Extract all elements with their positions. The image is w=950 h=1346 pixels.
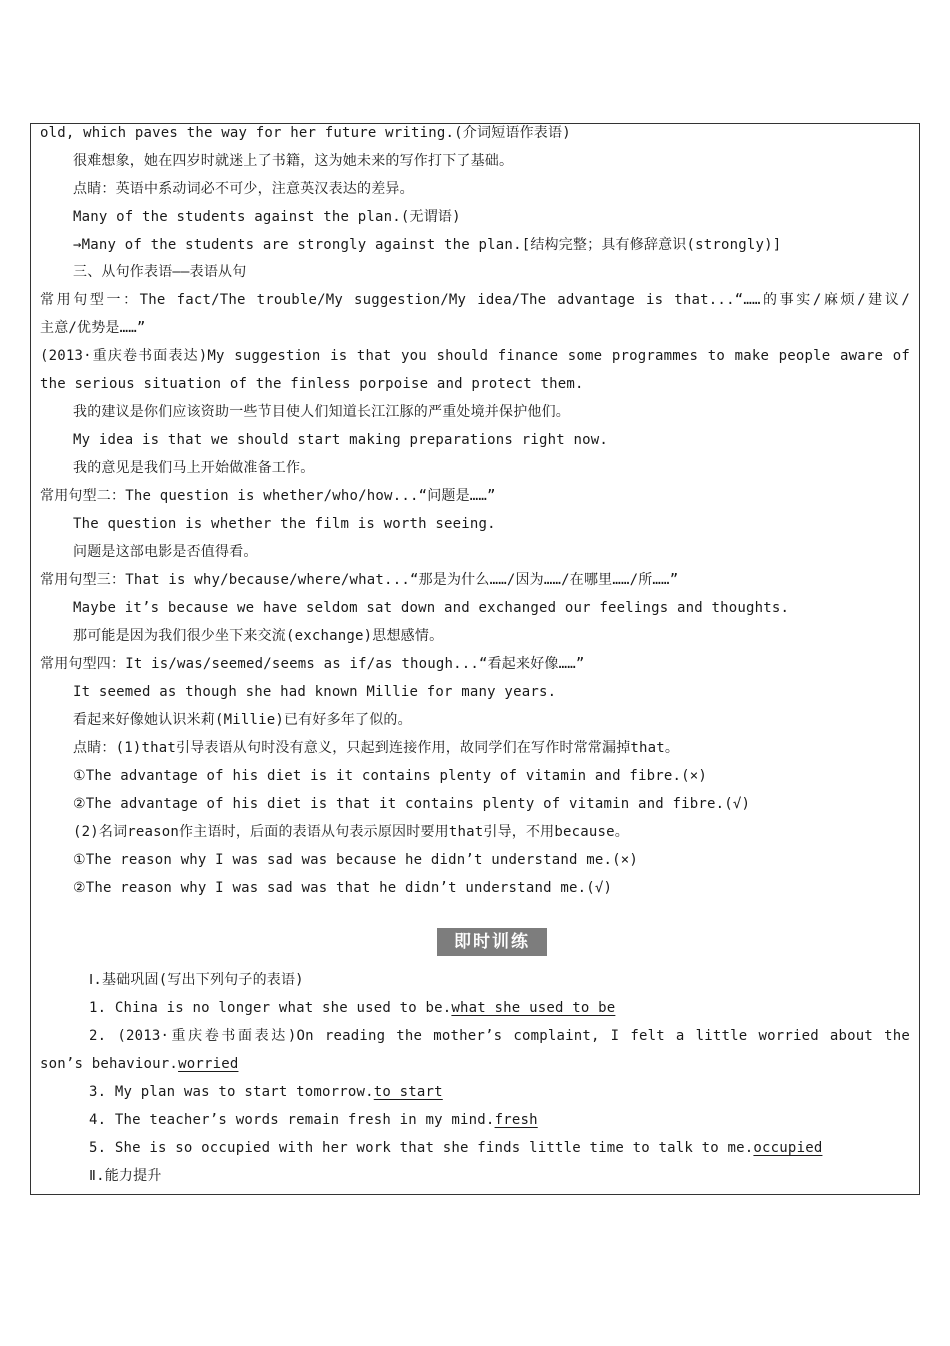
text-line: old, which paves the way for her future writing.(介词短语作表语): [40, 125, 571, 141]
exercise-answer: worried: [178, 1056, 239, 1072]
text-line: 常用句型一：The fact/The trouble/My suggestion/My idea/The advantage is that...“……的事实/麻烦/建议/: [40, 292, 910, 308]
exercise-item: 2. (2013·重庆卷书面表达)On reading the mother’s complaint, I felt a little worried about the: [89, 1028, 910, 1044]
exercise-item: [89, 994, 910, 1022]
text-line: ①The advantage of his diet is it contains plenty of vitamin and fibre.(×): [73, 768, 708, 784]
exercise-item: [89, 1078, 910, 1106]
text-line: The question is whether the film is worth seeing.: [73, 516, 496, 532]
text-line: ②The advantage of his diet is that it contains plenty of vitamin and fibre.(√): [73, 796, 751, 812]
text-line: 主意/优势是……”: [40, 320, 146, 336]
text-line: 我的建议是你们应该资助一些节目使人们知道长江江豚的严重处境并保护他们。: [73, 404, 570, 420]
text-line: ②The reason why I was sad was that he didn’t understand me.(√): [73, 880, 613, 896]
text-line: 那可能是因为我们很少坐下来交流(exchange)思想感情。: [73, 628, 444, 644]
text-line: ①The reason why I was sad was because he didn’t understand me.(×): [73, 852, 638, 868]
exercise-banner: 即时训练: [437, 928, 547, 956]
text-line: Maybe it’s because we have seldom sat down and exchanged our feelings and thoughts.: [73, 600, 790, 616]
exercise-question: 5. She is so occupied with her work that she finds little time to talk to me.: [89, 1140, 754, 1156]
exercise-section-title: Ⅱ.能力提升: [89, 1168, 162, 1184]
text-line: 看起来好像她认识米莉(Millie)已有好多年了似的。: [73, 712, 412, 728]
exercise-question: son’s behaviour.: [40, 1056, 179, 1072]
exercise-question: 4. The teacher’s words remain fresh in my mind.: [89, 1112, 495, 1128]
text-line: It seemed as though she had known Millie for many years.: [73, 684, 557, 700]
text-line: 点睛：英语中系动词必不可少，注意英汉表达的差异。: [73, 181, 414, 197]
exercise-answer: occupied: [753, 1140, 823, 1156]
exercise-section-title: Ⅰ.基础巩固(写出下列句子的表语): [89, 972, 304, 988]
text-line: 很难想象，她在四岁时就迷上了书籍，这为她未来的写作打下了基础。: [73, 153, 514, 169]
exercise-answer: fresh: [494, 1112, 538, 1128]
text-line: (2013·重庆卷书面表达)My suggestion is that you should finance some programmes to make people aware of: [40, 348, 910, 364]
exercise-item: [89, 1106, 910, 1134]
text-line: 常用句型二：The question is whether/who/how...“问题是……”: [40, 488, 496, 504]
exercise-answer: to start: [373, 1084, 443, 1100]
text-line: (2)名词reason作主语时，后面的表语从句表示原因时要用that引导，不用because。: [73, 824, 629, 840]
text-line: 常用句型三：That is why/because/where/what...“那是为什么……/因为……/在哪里……/所……”: [40, 572, 679, 588]
text-line: →Many of the students are strongly against the plan.[结构完整；具有修辞意识(strongly)]: [73, 237, 782, 253]
exercise-question: 3. My plan was to start tomorrow.: [89, 1084, 374, 1100]
text-line: the serious situation of the finless porpoise and protect them.: [40, 376, 584, 392]
exercise-answer: what she used to be: [451, 1000, 616, 1016]
section-heading: 三、从句作表语——表语从句: [73, 264, 247, 280]
text-line: 问题是这部电影是否值得看。: [73, 544, 258, 560]
text-line: 我的意见是我们马上开始做准备工作。: [73, 460, 315, 476]
exercise-item: [89, 1134, 910, 1162]
text-line: My idea is that we should start making preparations right now.: [73, 432, 608, 448]
exercise-item-continued: [40, 1050, 910, 1078]
content-frame: [30, 123, 920, 1195]
text-line: 点睛：(1)that引导表语从句时没有意义，只起到连接作用，故同学们在写作时常常漏掉that。: [73, 740, 680, 756]
text-line: 常用句型四：It is/was/seemed/seems as if/as though...“看起来好像……”: [40, 656, 585, 672]
exercise-question: 1. China is no longer what she used to be.: [89, 1000, 452, 1016]
text-line: Many of the students against the plan.(无谓语): [73, 209, 461, 225]
